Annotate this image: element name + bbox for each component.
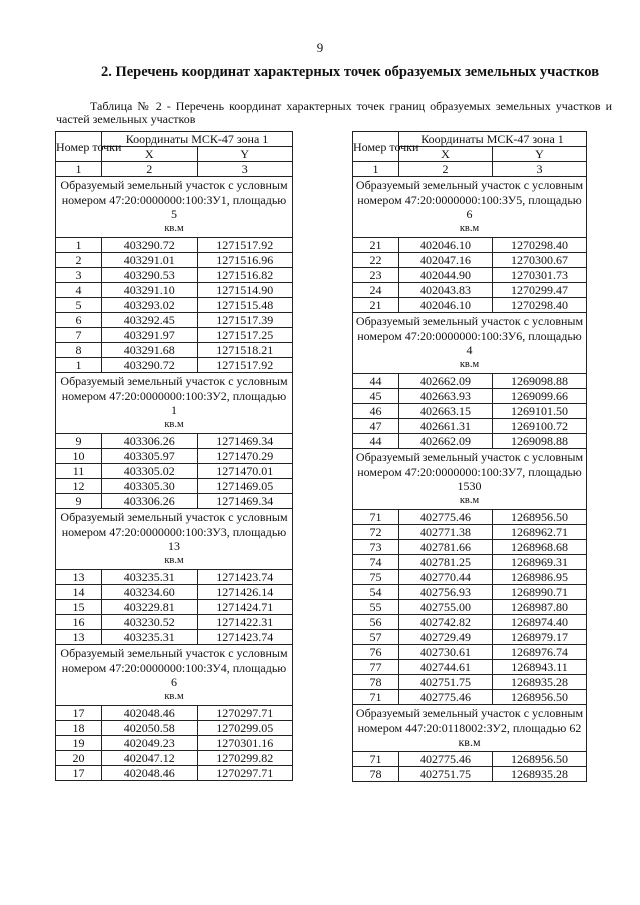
x-coordinate-cell: 402663.15 xyxy=(399,404,493,419)
table-row xyxy=(353,283,587,298)
x-coordinate-cell: 403291.68 xyxy=(102,343,198,358)
point-number-cell: 1 xyxy=(56,358,102,373)
table-row xyxy=(353,389,587,404)
plot-title-row xyxy=(353,705,587,752)
plot-title-text: Образуемый земельный участок с условным номером 47:20:0000000:100:ЗУ3, площадью 13 xyxy=(60,510,288,553)
x-coordinate-cell: 403306.26 xyxy=(102,494,198,509)
y-coordinate-cell: 1271422.31 xyxy=(197,615,293,630)
table-row xyxy=(56,706,293,721)
table-row xyxy=(353,675,587,690)
y-coordinate-cell: 1270301.73 xyxy=(493,268,587,283)
point-number-cell: 10 xyxy=(56,449,102,464)
point-number-cell: 71 xyxy=(353,690,399,705)
point-number-header: Номер точки xyxy=(56,132,102,162)
table-row xyxy=(56,283,293,298)
column-index: 1 xyxy=(56,162,102,177)
point-number-cell: 72 xyxy=(353,525,399,540)
x-coordinate-cell: 402751.75 xyxy=(399,675,493,690)
x-coordinate-cell: 402742.82 xyxy=(399,615,493,630)
point-number-header: Номер точки xyxy=(353,132,399,162)
plot-title-text: Образуемый земельный участок с условным номером 47:20:0000000:100:ЗУ7, площадью 1530 xyxy=(355,450,584,493)
y-coordinate-cell: 1271516.82 xyxy=(197,268,293,283)
table-row xyxy=(56,494,293,509)
y-coordinate-cell: 1268986.95 xyxy=(493,570,587,585)
table-row xyxy=(56,449,293,464)
table-row xyxy=(353,645,587,660)
plot-title-text: Образуемый земельный участок с условным номером 47:20:0000000:100:ЗУ2, площадью 1 xyxy=(60,374,288,417)
plot-area-unit: кв.м xyxy=(164,222,184,234)
point-number-cell: 24 xyxy=(353,283,399,298)
plot-title-row xyxy=(56,645,293,706)
y-coordinate-cell: 1268956.50 xyxy=(493,690,587,705)
y-coordinate-cell: 1268935.28 xyxy=(493,675,587,690)
y-coordinate-cell: 1271469.34 xyxy=(197,434,293,449)
y-coordinate-cell: 1269099.66 xyxy=(493,389,587,404)
table-row xyxy=(353,600,587,615)
plot-area-unit: кв.м xyxy=(164,690,184,702)
y-coordinate-cell: 1268943.11 xyxy=(493,660,587,675)
table-row xyxy=(56,630,293,645)
plot-title-text: Образуемый земельный участок с условным номером 47:20:0000000:100:ЗУ4, площадью 6 xyxy=(60,646,288,689)
x-coordinate-cell: 402729.49 xyxy=(399,630,493,645)
table-row xyxy=(353,419,587,434)
point-number-cell: 22 xyxy=(353,253,399,268)
y-header: Y xyxy=(493,147,587,162)
x-coordinate-cell: 402781.25 xyxy=(399,555,493,570)
table-row xyxy=(353,751,587,766)
y-coordinate-cell: 1270299.47 xyxy=(493,283,587,298)
point-number-cell: 46 xyxy=(353,404,399,419)
table-body-left xyxy=(56,132,293,781)
y-coordinate-cell: 1270299.82 xyxy=(197,751,293,766)
plot-title xyxy=(56,373,293,434)
table-row xyxy=(56,479,293,494)
y-coordinate-cell: 1271517.92 xyxy=(197,358,293,373)
x-coordinate-cell: 402730.61 xyxy=(399,645,493,660)
plot-area-unit: кв.м xyxy=(459,494,480,506)
y-coordinate-cell: 1271514.90 xyxy=(197,283,293,298)
x-coordinate-cell: 403291.10 xyxy=(102,283,198,298)
table-row xyxy=(56,736,293,751)
table-row xyxy=(56,570,293,585)
table-row xyxy=(56,298,293,313)
x-coordinate-cell: 402775.46 xyxy=(399,751,493,766)
column-index: 3 xyxy=(197,162,293,177)
table-row xyxy=(353,540,587,555)
coordinates-header: Координаты МСК-47 зона 1 xyxy=(399,132,587,147)
plot-title xyxy=(56,645,293,706)
x-coordinate-cell: 403234.60 xyxy=(102,585,198,600)
table-row xyxy=(353,690,587,705)
column-index-row xyxy=(353,162,587,177)
point-number-cell: 23 xyxy=(353,268,399,283)
point-number-cell: 74 xyxy=(353,555,399,570)
column-index: 3 xyxy=(493,162,587,177)
plot-title xyxy=(353,313,587,374)
x-coordinate-cell: 402662.09 xyxy=(399,374,493,389)
x-coordinate-cell: 403292.45 xyxy=(102,313,198,328)
y-coordinate-cell: 1269100.72 xyxy=(493,419,587,434)
x-coordinate-cell: 402775.46 xyxy=(399,510,493,525)
table-row xyxy=(353,660,587,675)
y-coordinate-cell: 1270301.16 xyxy=(197,736,293,751)
coordinates-table-left xyxy=(55,131,293,781)
table-row xyxy=(353,298,587,313)
point-number-cell: 1 xyxy=(56,238,102,253)
table-row xyxy=(353,404,587,419)
y-coordinate-cell: 1271517.92 xyxy=(197,238,293,253)
plot-title-text: Образуемый земельный участок с условным номером 47:20:0000000:100:ЗУ5, площадью 6 xyxy=(355,178,584,221)
table-row xyxy=(56,253,293,268)
table-row xyxy=(353,555,587,570)
table-row xyxy=(56,600,293,615)
x-coordinate-cell: 403291.01 xyxy=(102,253,198,268)
y-coordinate-cell: 1271517.39 xyxy=(197,313,293,328)
x-coordinate-cell: 403230.52 xyxy=(102,615,198,630)
x-coordinate-cell: 403305.30 xyxy=(102,479,198,494)
table-row xyxy=(56,721,293,736)
y-coordinate-cell: 1268976.74 xyxy=(493,645,587,660)
point-number-cell: 44 xyxy=(353,374,399,389)
point-number-cell: 6 xyxy=(56,313,102,328)
point-number-cell: 56 xyxy=(353,615,399,630)
point-number-cell: 9 xyxy=(56,434,102,449)
y-coordinate-cell: 1270297.71 xyxy=(197,706,293,721)
y-coordinate-cell: 1270298.40 xyxy=(493,298,587,313)
plot-area-unit: кв.м xyxy=(164,554,184,566)
table-row xyxy=(353,570,587,585)
plot-title-row xyxy=(353,177,587,238)
y-coordinate-cell: 1271470.01 xyxy=(197,464,293,479)
table-row xyxy=(56,585,293,600)
y-coordinate-cell: 1271469.34 xyxy=(197,494,293,509)
plot-title-row xyxy=(56,373,293,434)
point-number-cell: 77 xyxy=(353,660,399,675)
x-coordinate-cell: 402050.58 xyxy=(102,721,198,736)
plot-title-text: Образуемый земельный участок с условным номером 447:20:0118002:ЗУ2, площадью 62 кв.м xyxy=(355,706,584,749)
coordinates-header: Координаты МСК-47 зона 1 xyxy=(102,132,293,147)
table-row xyxy=(353,525,587,540)
table-row xyxy=(56,615,293,630)
x-header: X xyxy=(399,147,493,162)
y-coordinate-cell: 1271426.14 xyxy=(197,585,293,600)
x-coordinate-cell: 402049.23 xyxy=(102,736,198,751)
point-number-cell: 8 xyxy=(56,343,102,358)
x-coordinate-cell: 402046.10 xyxy=(399,238,493,253)
x-coordinate-cell: 402662.09 xyxy=(399,434,493,449)
x-coordinate-cell: 402770.44 xyxy=(399,570,493,585)
plot-title-row xyxy=(353,449,587,510)
column-index: 1 xyxy=(353,162,399,177)
point-number-cell: 17 xyxy=(56,706,102,721)
column-index-row xyxy=(56,162,293,177)
x-coordinate-cell: 402044.90 xyxy=(399,268,493,283)
plot-title-row xyxy=(353,313,587,374)
y-coordinate-cell: 1271470.29 xyxy=(197,449,293,464)
y-coordinate-cell: 1270300.67 xyxy=(493,253,587,268)
point-number-cell: 15 xyxy=(56,600,102,615)
y-coordinate-cell: 1268956.50 xyxy=(493,751,587,766)
plot-area-unit: кв.м xyxy=(459,222,480,234)
plot-title xyxy=(353,449,587,510)
x-coordinate-cell: 402046.10 xyxy=(399,298,493,313)
x-coordinate-cell: 403229.81 xyxy=(102,600,198,615)
y-coordinate-cell: 1271517.25 xyxy=(197,328,293,343)
point-number-cell: 44 xyxy=(353,434,399,449)
point-number-cell: 71 xyxy=(353,751,399,766)
point-number-cell: 18 xyxy=(56,721,102,736)
y-coordinate-cell: 1268956.50 xyxy=(493,510,587,525)
point-number-cell: 13 xyxy=(56,570,102,585)
x-coordinate-cell: 403290.72 xyxy=(102,358,198,373)
x-coordinate-cell: 403305.02 xyxy=(102,464,198,479)
table-body-right xyxy=(353,132,587,782)
x-coordinate-cell: 402751.75 xyxy=(399,766,493,781)
y-coordinate-cell: 1271516.96 xyxy=(197,253,293,268)
point-number-cell: 9 xyxy=(56,494,102,509)
x-coordinate-cell: 402755.00 xyxy=(399,600,493,615)
plot-title xyxy=(353,705,587,752)
point-number-cell: 57 xyxy=(353,630,399,645)
point-number-cell: 73 xyxy=(353,540,399,555)
y-coordinate-cell: 1271424.71 xyxy=(197,600,293,615)
table-row xyxy=(56,313,293,328)
y-coordinate-cell: 1269101.50 xyxy=(493,404,587,419)
x-coordinate-cell: 402048.46 xyxy=(102,706,198,721)
point-number-cell: 47 xyxy=(353,419,399,434)
y-coordinate-cell: 1268935.28 xyxy=(493,766,587,781)
table-row xyxy=(56,766,293,781)
x-coordinate-cell: 402756.93 xyxy=(399,585,493,600)
y-coordinate-cell: 1270298.40 xyxy=(493,238,587,253)
x-coordinate-cell: 402771.38 xyxy=(399,525,493,540)
x-coordinate-cell: 403305.97 xyxy=(102,449,198,464)
table-row xyxy=(56,238,293,253)
column-index: 2 xyxy=(102,162,198,177)
header-row xyxy=(353,132,587,147)
point-number-cell: 78 xyxy=(353,766,399,781)
y-coordinate-cell: 1271515.48 xyxy=(197,298,293,313)
x-coordinate-cell: 403306.26 xyxy=(102,434,198,449)
y-coordinate-cell: 1269098.88 xyxy=(493,434,587,449)
page-number: 9 xyxy=(316,40,324,55)
point-number-cell: 3 xyxy=(56,268,102,283)
x-coordinate-cell: 402043.83 xyxy=(399,283,493,298)
table-row xyxy=(56,751,293,766)
header-row xyxy=(56,132,293,147)
point-number-cell: 11 xyxy=(56,464,102,479)
point-number-cell: 2 xyxy=(56,253,102,268)
point-number-cell: 5 xyxy=(56,298,102,313)
y-coordinate-cell: 1271518.21 xyxy=(197,343,293,358)
table-row xyxy=(353,434,587,449)
y-coordinate-cell: 1268987.80 xyxy=(493,600,587,615)
point-number-cell: 45 xyxy=(353,389,399,404)
plot-title xyxy=(353,177,587,238)
point-number-cell: 78 xyxy=(353,675,399,690)
x-coordinate-cell: 403235.31 xyxy=(102,630,198,645)
y-coordinate-cell: 1268969.31 xyxy=(493,555,587,570)
y-coordinate-cell: 1270297.71 xyxy=(197,766,293,781)
y-header: Y xyxy=(197,147,293,162)
table-caption: Таблица № 2 - Перечень координат характерных точек границ образуемых земельных участков и частей земельных участков xyxy=(56,99,612,126)
point-number-cell: 21 xyxy=(353,238,399,253)
x-coordinate-cell: 403235.31 xyxy=(102,570,198,585)
x-coordinate-cell: 402048.46 xyxy=(102,766,198,781)
plot-title-row xyxy=(56,177,293,238)
table-row xyxy=(56,434,293,449)
plot-title-row xyxy=(56,509,293,570)
x-coordinate-cell: 402775.46 xyxy=(399,690,493,705)
plot-title-text: Образуемый земельный участок с условным номером 47:20:0000000:100:ЗУ6, площадью 4 xyxy=(355,314,584,357)
table-row xyxy=(353,510,587,525)
table-row xyxy=(353,253,587,268)
y-coordinate-cell: 1271423.74 xyxy=(197,630,293,645)
plot-area-unit: кв.м xyxy=(164,418,184,430)
point-number-cell: 20 xyxy=(56,751,102,766)
table-row xyxy=(353,630,587,645)
table-row xyxy=(353,766,587,781)
x-coordinate-cell: 402663.93 xyxy=(399,389,493,404)
point-number-cell: 16 xyxy=(56,615,102,630)
x-coordinate-cell: 402047.16 xyxy=(399,253,493,268)
point-number-cell: 75 xyxy=(353,570,399,585)
y-coordinate-cell: 1268990.71 xyxy=(493,585,587,600)
x-coordinate-cell: 403291.97 xyxy=(102,328,198,343)
point-number-cell: 17 xyxy=(56,766,102,781)
point-number-cell: 54 xyxy=(353,585,399,600)
table-row xyxy=(353,238,587,253)
table-row xyxy=(56,343,293,358)
point-number-cell: 7 xyxy=(56,328,102,343)
plot-title xyxy=(56,177,293,238)
y-coordinate-cell: 1269098.88 xyxy=(493,374,587,389)
plot-title xyxy=(56,509,293,570)
y-coordinate-cell: 1268974.40 xyxy=(493,615,587,630)
y-coordinate-cell: 1268962.71 xyxy=(493,525,587,540)
table-row xyxy=(56,328,293,343)
point-number-cell: 12 xyxy=(56,479,102,494)
x-header: X xyxy=(102,147,198,162)
table-row xyxy=(353,374,587,389)
x-coordinate-cell: 402047.12 xyxy=(102,751,198,766)
coordinates-table-right xyxy=(352,131,587,782)
table-row xyxy=(353,615,587,630)
y-coordinate-cell: 1270299.05 xyxy=(197,721,293,736)
x-coordinate-cell: 403290.53 xyxy=(102,268,198,283)
y-coordinate-cell: 1268968.68 xyxy=(493,540,587,555)
table-row xyxy=(56,464,293,479)
column-index: 2 xyxy=(399,162,493,177)
x-coordinate-cell: 403293.02 xyxy=(102,298,198,313)
x-coordinate-cell: 402781.66 xyxy=(399,540,493,555)
point-number-cell: 4 xyxy=(56,283,102,298)
point-number-cell: 76 xyxy=(353,645,399,660)
y-coordinate-cell: 1271423.74 xyxy=(197,570,293,585)
point-number-cell: 71 xyxy=(353,510,399,525)
y-coordinate-cell: 1268979.17 xyxy=(493,630,587,645)
x-coordinate-cell: 402744.61 xyxy=(399,660,493,675)
x-coordinate-cell: 402661.31 xyxy=(399,419,493,434)
point-number-cell: 14 xyxy=(56,585,102,600)
plot-title-text: Образуемый земельный участок с условным номером 47:20:0000000:100:ЗУ1, площадью 5 xyxy=(60,178,288,221)
table-row xyxy=(353,268,587,283)
table-row xyxy=(56,268,293,283)
table-row xyxy=(353,585,587,600)
point-number-cell: 19 xyxy=(56,736,102,751)
y-coordinate-cell: 1271469.05 xyxy=(197,479,293,494)
x-coordinate-cell: 403290.72 xyxy=(102,238,198,253)
table-row xyxy=(56,358,293,373)
point-number-cell: 21 xyxy=(353,298,399,313)
section-heading: 2. Перечень координат характерных точек образуемых земельных участков xyxy=(100,64,600,80)
point-number-cell: 13 xyxy=(56,630,102,645)
plot-area-unit: кв.м xyxy=(459,358,480,370)
point-number-cell: 55 xyxy=(353,600,399,615)
